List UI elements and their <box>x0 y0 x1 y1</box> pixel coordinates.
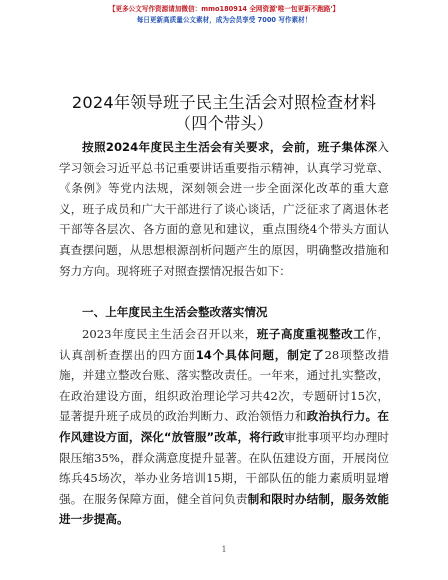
header-banner <box>0 4 448 26</box>
section-1-paragraph <box>59 324 389 530</box>
banner-line-1: 【更多公文写作资源请加微信：mmo180914 全网资源'唯一包更新不跑路'】 <box>108 5 340 13</box>
document-title: 2024年领导班子民主生活会对照检查材料（四个带头） <box>71 93 377 133</box>
section-1-bold-1: 班子高度重视整改工 <box>256 327 366 341</box>
banner-line-2: 每日更新高质量公文素材，成为会员享受 7000 写作素材！ <box>136 16 312 24</box>
section-1-text-1: 2023年度民主生活会召开以来， <box>82 327 257 341</box>
section-1-bold-2: 14个具体问题，制定了 <box>195 347 325 362</box>
section-1-text-4: 审批事项平均办理时限压缩35%，群众满意度提升显著。在队伍建设方面，开展岗位练兵45场次，举办业务培训15期，干部队伍的能力素质明显增强。在服务保障方面，健全首问负责 <box>59 429 389 506</box>
intro-paragraph <box>59 137 389 281</box>
page-number: 1 <box>221 545 227 554</box>
section-1-text-2: 作，认真剖析查摆出的四方面 <box>59 327 389 362</box>
intro-text: 入学习领会习近平总书记重要讲话重要指示精神，认真学习党章、《条例》等党内法规，深刻领会进一步全面深化改革的重大意义，班子成员和广大干部进行了谈心谈话，广泛征求了离退休老干部等各层次、各方面的意见和建议，重点围绕4个带头方面认真查摆问题，从思想根源剖析问题产生的原因，明确整改措施和努力方向。现将班子对照查摆情况报告如下： <box>59 140 389 278</box>
section-1-text-3: 28项整改措施，并建立整改台账、落实整改责任。一年来，通过扎实整改，在政治建设方面，组织政治理论学习共42次，专题研讨15次，显著提升班子成员的政治判断力、政治领悟力和 <box>59 347 389 424</box>
intro-bold-lead: 按照2024年度民主生活会有关要求，会前，班子集体深 <box>82 140 378 154</box>
section-1-bold-4: 制和限时办结制，服务效能进一步提高。 <box>59 491 389 527</box>
section-heading-1: 一、上年度民主生活会整改落实情况 <box>82 305 268 319</box>
section-1-bold-3: 政治执行力。在作风建设方面，深化“放管服”改革，将行政 <box>59 409 389 444</box>
